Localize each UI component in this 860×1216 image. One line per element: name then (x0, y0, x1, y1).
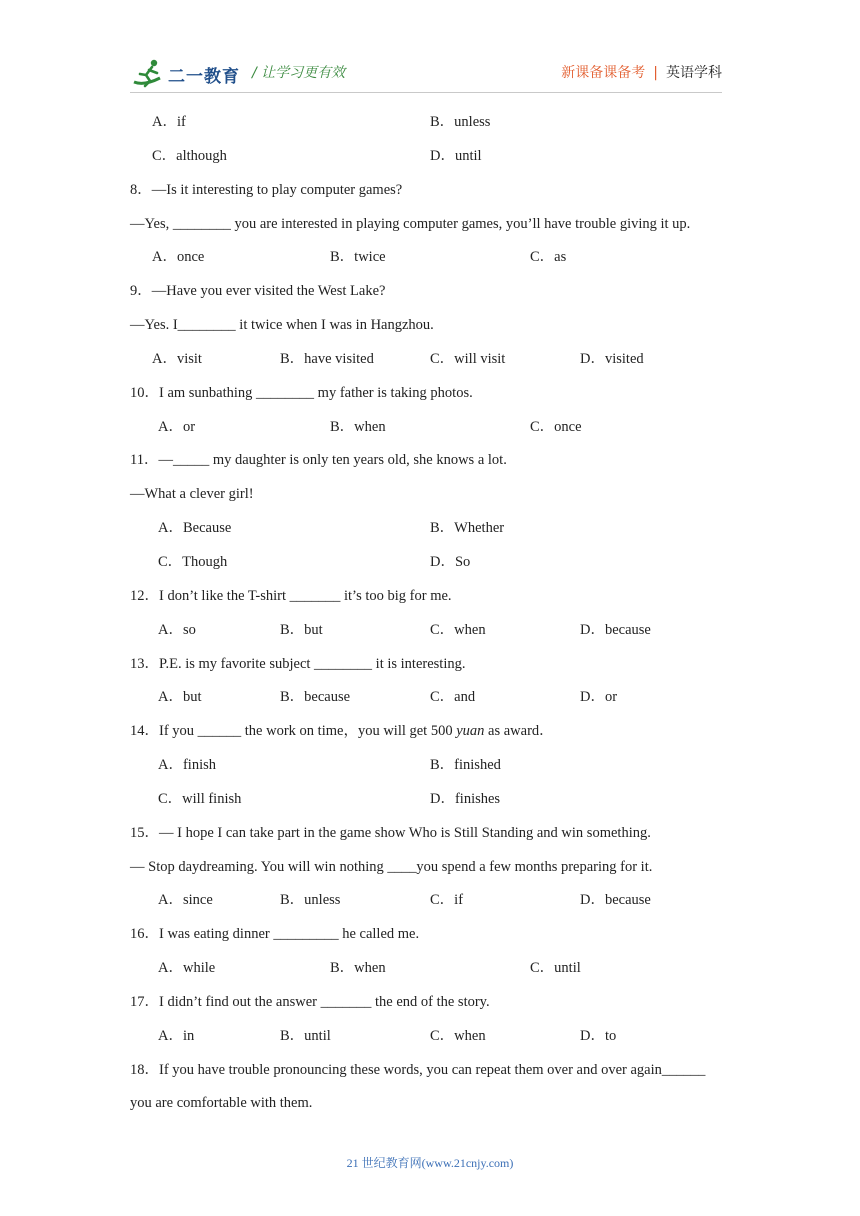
q9-stem: 9．—Have you ever visited the West Lake? (130, 283, 386, 300)
q15-line2: — Stop daydreaming. You will win nothing ____you spend a few months preparing for it. (130, 858, 653, 875)
q7-option-c: C．although (152, 147, 227, 164)
header-slogan: / 让学习更有效 (252, 65, 346, 81)
q15-option-c: C．if (430, 892, 464, 909)
q12-options (130, 617, 730, 651)
q7-option-a: A．if (152, 114, 186, 130)
q17-option-d: D．to (580, 1027, 617, 1044)
q17-option-c: C．when (430, 1027, 486, 1044)
q11-option-b: B．Whether (430, 520, 505, 537)
q11-stem: 11．—_____ my daughter is only ten years old, she knows a lot. (130, 452, 507, 469)
q10-stem: 10．I am sunbathing ________ my father is taking photos. (130, 384, 473, 401)
q11-options-row1 (130, 515, 730, 549)
q9-option-a: A．visit (152, 350, 202, 367)
header-tag-prep: 新课备课备考 (561, 65, 646, 81)
question-list (130, 109, 730, 1124)
q12-stem: 12．I don’t like the T-shirt _______ it’s too big for me. (130, 587, 452, 604)
q12-option-a: A．so (158, 621, 196, 638)
q14-stem (130, 718, 730, 752)
q10-option-b: B．when (330, 418, 386, 435)
q15-option-d: D．because (580, 892, 651, 909)
q10-option-a: A．or (158, 418, 196, 435)
q8-option-b: B．twice (330, 249, 386, 266)
q17-option-a: A．in (158, 1027, 195, 1044)
q14-option-c: C．will finish (158, 790, 242, 807)
q14-option-a: A．finish (158, 757, 216, 774)
q7-option-d: D．until (430, 147, 482, 164)
q8-options (130, 244, 730, 278)
q17-options (130, 1023, 730, 1057)
q13-stem: 13．P.E. is my favorite subject ________ it is interesting. (130, 655, 466, 672)
q7-option-b: B．unless (430, 114, 491, 130)
q16-option-b: B．when (330, 960, 386, 977)
q12-option-c: C．when (430, 621, 486, 638)
q16-option-a: A．while (158, 960, 216, 977)
logo-text: 二一教育 (168, 67, 240, 87)
q14-options-row1 (130, 752, 730, 786)
q15-option-b: B．unless (280, 892, 341, 909)
page-footer: 21 世纪教育网(www.21cnjy.com) (346, 1156, 514, 1170)
q14-option-d: D．finishes (430, 790, 501, 807)
q13-option-c: C．and (430, 689, 476, 706)
q9-option-d: D．visited (580, 350, 644, 367)
q14-stem-pre: 14．If you ______ the work on time，you will get 500 (130, 723, 457, 740)
q8-line2: —Yes, ________ you are interested in playing computer games, you’ll have trouble giving it up. (130, 215, 691, 232)
q11-option-d: D．So (430, 553, 471, 570)
q16-stem: 16．I was eating dinner _________ he called me. (130, 926, 420, 943)
q12-option-d: D．because (580, 621, 651, 638)
q15-options (130, 887, 730, 921)
q7-options-row2 (130, 143, 730, 177)
header-right (561, 62, 722, 82)
page-header (130, 56, 722, 92)
q14-options-row2 (130, 786, 730, 820)
q10-option-c: C．once (530, 418, 582, 435)
q7-options-row1 (130, 109, 730, 143)
q17-stem: 17．I didn’t find out the answer _______ the end of the story. (130, 993, 490, 1010)
header-tag-subject: 英语学科 (666, 65, 722, 81)
q9-option-c: C．will visit (430, 350, 506, 367)
q18-line2: you are comfortable with them. (130, 1095, 313, 1112)
q8-stem: 8．—Is it interesting to play computer games? (130, 181, 403, 198)
q9-line2: —Yes. I________ it twice when I was in Hangzhou. (130, 317, 434, 334)
header-divider (130, 92, 722, 93)
q15-option-a: A．since (158, 892, 213, 909)
q15-stem: 15．— I hope I can take part in the game show Who is Still Standing and win something. (130, 824, 651, 841)
q13-option-b: B．because (280, 689, 351, 706)
q18-stem: 18．If you have trouble pronouncing these words, you can repeat them over and over again______ (130, 1061, 706, 1078)
q17-option-b: B．until (280, 1027, 331, 1044)
q14-stem-italic: yuan (456, 723, 485, 740)
q11-option-c: C．Though (158, 553, 228, 570)
q13-options (130, 684, 730, 718)
q12-option-b: B．but (280, 621, 323, 638)
q14-option-b: B．finished (430, 757, 501, 774)
q14-stem-post: as award． (484, 723, 554, 740)
q11-option-a: A．Because (158, 520, 232, 537)
q9-option-b: B．have visited (280, 350, 374, 367)
q16-options (130, 955, 730, 989)
q13-option-d: D．or (580, 689, 618, 706)
q11-line2: —What a clever girl! (130, 486, 254, 503)
q13-option-a: A．but (158, 689, 202, 706)
q9-options (130, 346, 730, 380)
q10-options (130, 414, 730, 448)
q8-option-c: C．as (530, 249, 567, 266)
header-separator: | (653, 65, 658, 81)
q16-option-c: C．until (530, 960, 581, 977)
q8-option-a: A．once (152, 249, 205, 266)
q11-options-row2 (130, 549, 730, 583)
